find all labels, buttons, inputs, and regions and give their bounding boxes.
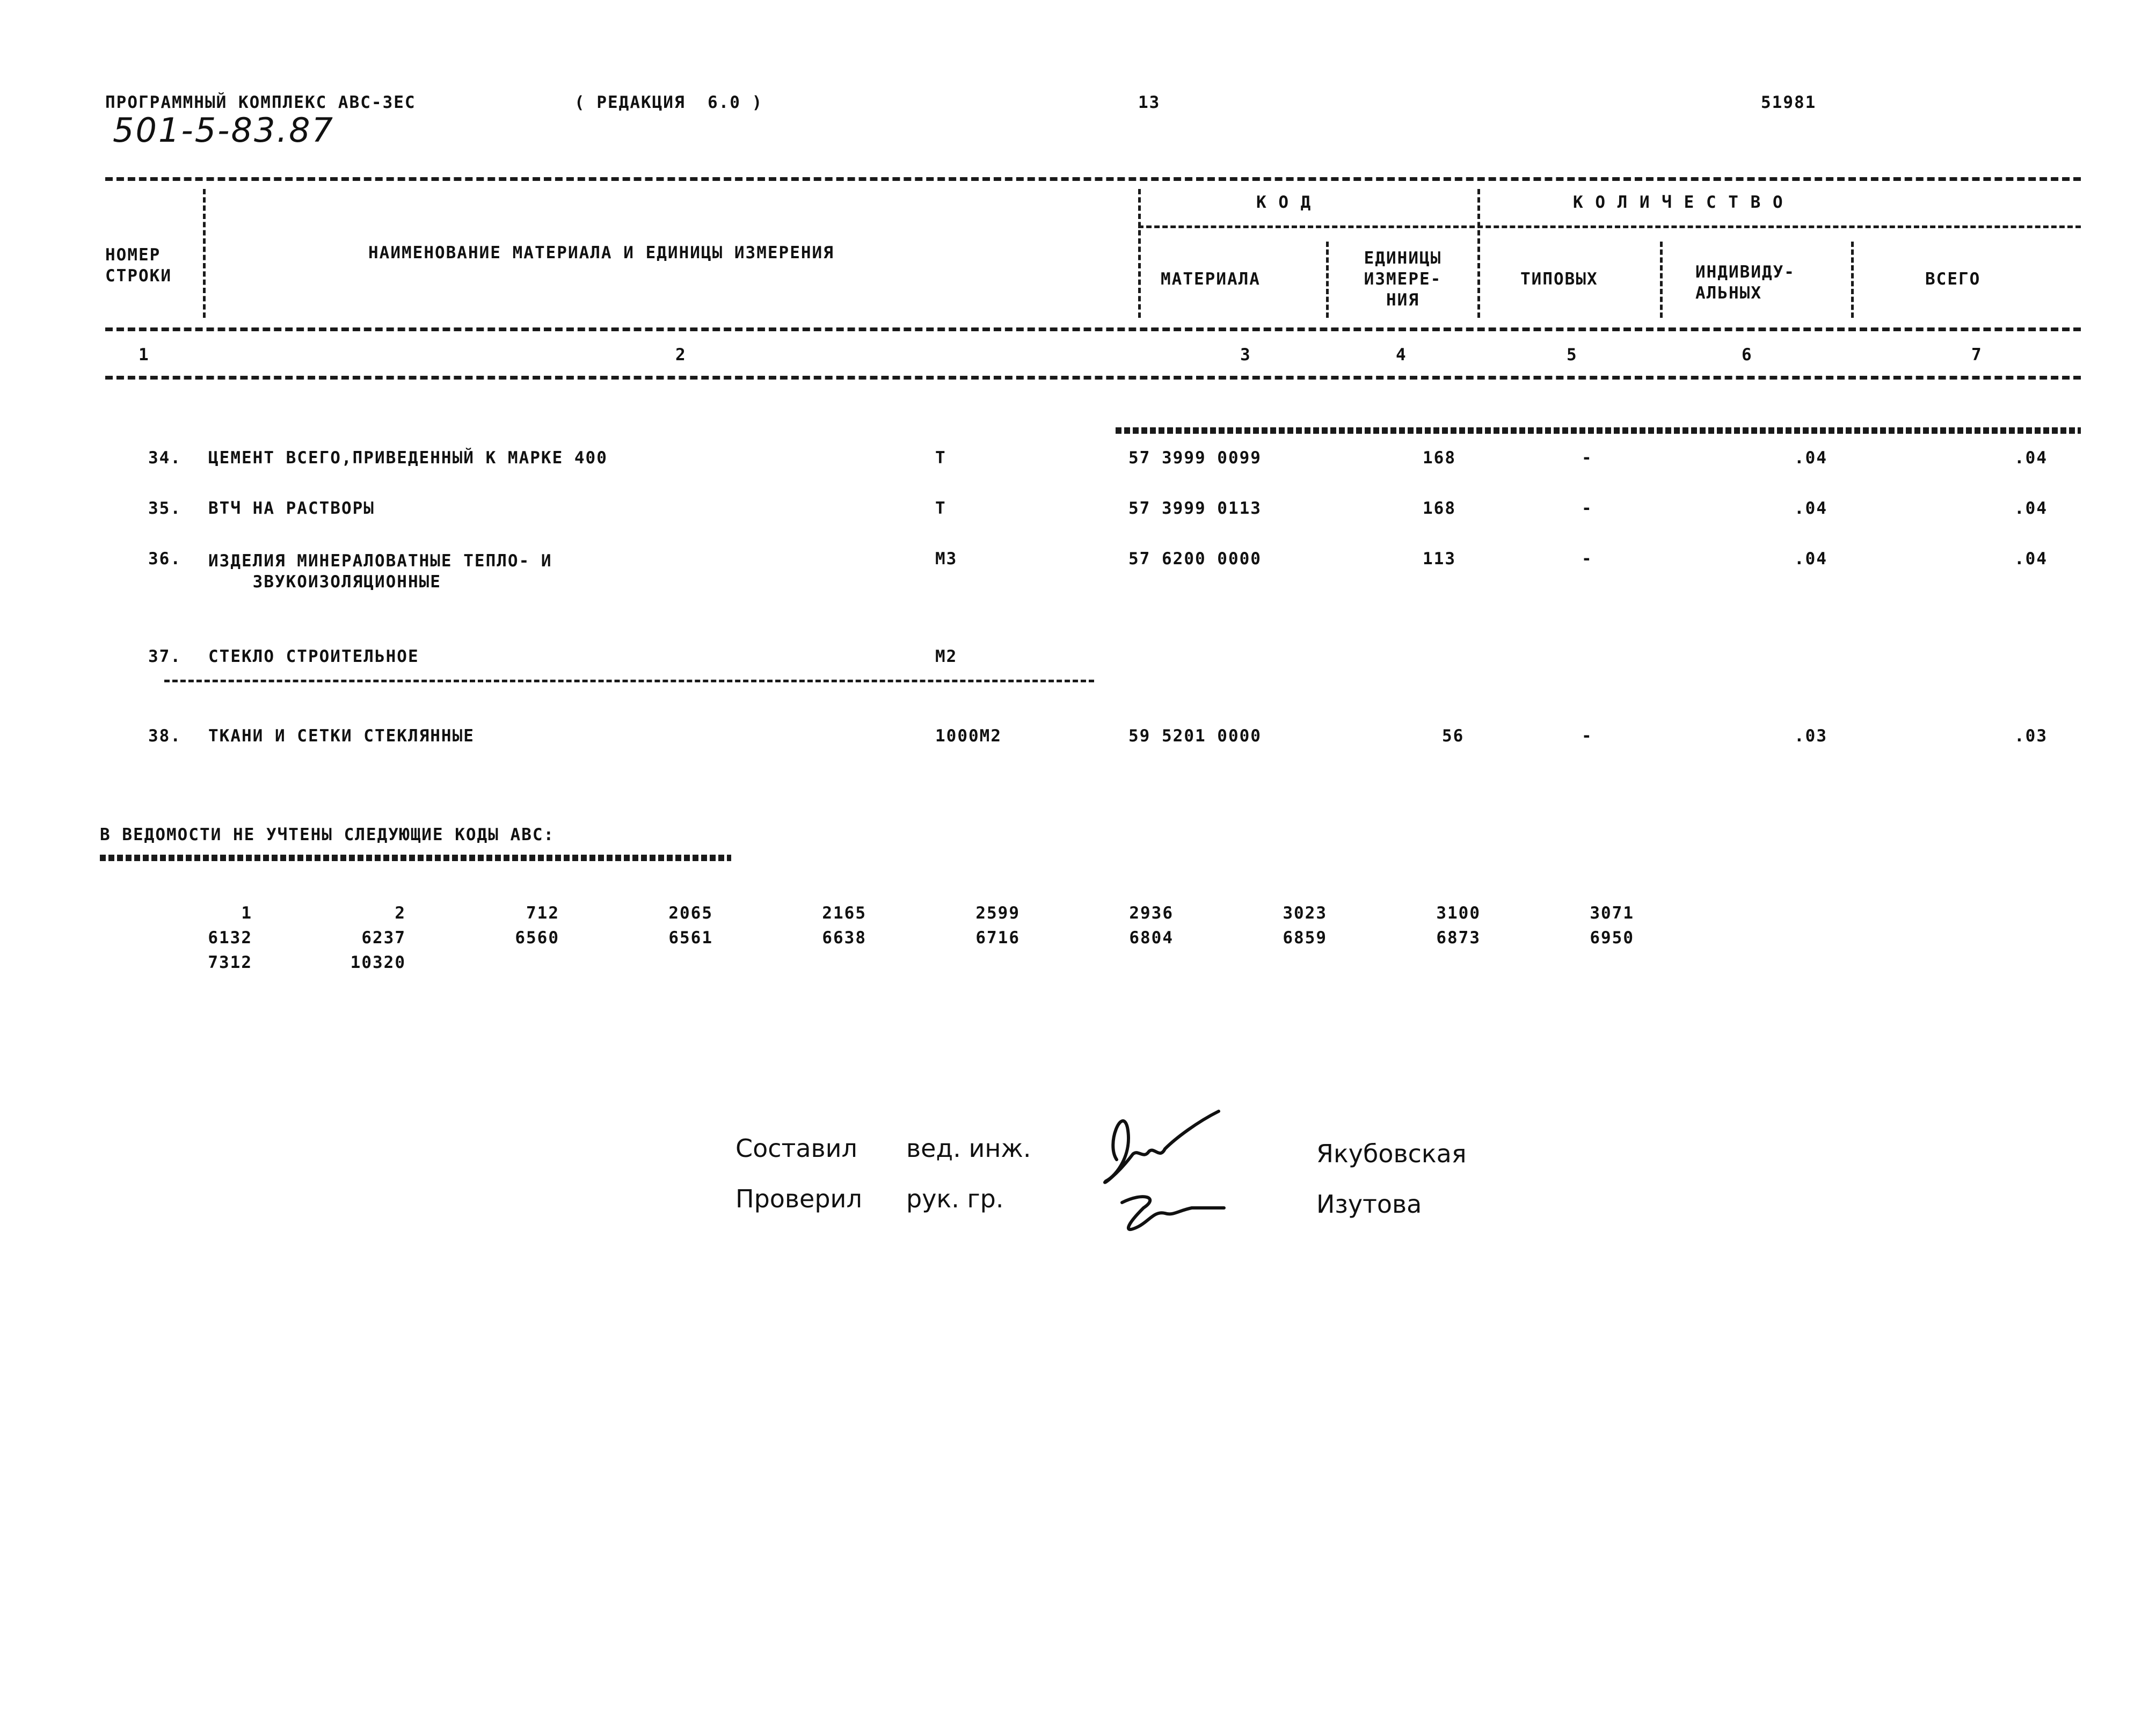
excluded-code: 1 (241, 904, 252, 923)
data-section-rule (1116, 427, 2081, 434)
total-quantity: .04 (2014, 499, 2048, 518)
excluded-code: 3100 (1436, 904, 1481, 923)
unit-code: 56 (1442, 726, 1465, 746)
excluded-codes-title: В ВЕДОМОСТИ НЕ УЧТЕНЫ СЛЕДУЮЩИЕ КОДЫ АВС: (100, 825, 555, 844)
column-typical: ТИПОВЫХ (1520, 269, 1598, 289)
excluded-code: 2 (395, 904, 406, 923)
column-name: НАИМЕНОВАНИЕ МАТЕРИАЛА И ЕДИНИЦЫ ИЗМЕРЕНИЯ (368, 243, 834, 263)
excluded-code: 712 (526, 904, 559, 923)
unit: Т (935, 448, 946, 468)
edition-label: ( РЕДАКЦИЯ 6.0 ) (574, 93, 763, 112)
individual-quantity: .03 (1794, 726, 1827, 746)
column-unit-code: ЕДИНИЦЫ ИЗМЕРЕ- НИЯ (1364, 249, 1442, 310)
strikeout-rule (164, 680, 1094, 682)
excluded-code: 2165 (822, 904, 866, 923)
column-number-7: 7 (1971, 345, 1983, 365)
material-name: ЦЕМЕНТ ВСЕГО,ПРИВЕДЕННЫЙ К МАРКЕ 400 (208, 448, 608, 468)
unit-code: 168 (1423, 448, 1456, 468)
excluded-code: 6132 (208, 928, 252, 948)
typical-quantity: - (1582, 726, 1593, 746)
column-number-1: 1 (139, 345, 150, 365)
column-row-number: НОМЕР СТРОКИ (105, 245, 172, 286)
column-individual: ИНДИВИДУ- АЛЬНЫХ (1695, 263, 1795, 303)
excluded-code: 3071 (1590, 904, 1634, 923)
material-code: 57 3999 0099 (1128, 448, 1262, 468)
excluded-code: 6873 (1436, 928, 1481, 948)
row-number: 37. (148, 647, 181, 666)
column-number-2: 2 (675, 345, 687, 365)
unit: М2 (935, 647, 958, 666)
unit: Т (935, 499, 946, 518)
typical-quantity: - (1582, 549, 1593, 569)
document-code: 51981 (1761, 93, 1817, 112)
material-code: 59 5201 0000 (1128, 726, 1262, 746)
individual-quantity: .04 (1794, 499, 1827, 518)
checked-by-role: рук. гр. (906, 1184, 1004, 1213)
compiled-by-label: Составил (735, 1134, 857, 1163)
excluded-code: 6561 (668, 928, 713, 948)
checked-by-label: Проверил (735, 1184, 862, 1213)
program-title: ПРОГРАММНЫЙ КОМПЛЕКС АВС-ЗЕС (105, 93, 416, 112)
excluded-code: 3023 (1283, 904, 1327, 923)
column-number-3: 3 (1240, 345, 1251, 365)
total-quantity: .04 (2014, 448, 2048, 468)
sheet-number: 13 (1138, 93, 1161, 112)
excluded-code: 6560 (515, 928, 559, 948)
excluded-code: 6859 (1283, 928, 1327, 948)
excluded-code: 6638 (822, 928, 866, 948)
material-name: ТКАНИ И СЕТКИ СТЕКЛЯННЫЕ (208, 726, 475, 746)
material-code: 57 3999 0113 (1128, 499, 1262, 518)
excluded-code: 2065 (668, 904, 713, 923)
column-material-code: МАТЕРИАЛА (1161, 269, 1261, 289)
unit-code: 168 (1423, 499, 1456, 518)
column-number-4: 4 (1396, 345, 1407, 365)
excluded-code: 2599 (975, 904, 1020, 923)
excluded-code: 6950 (1590, 928, 1634, 948)
unit: М3 (935, 549, 958, 569)
compiled-by-name: Якубовская (1316, 1139, 1467, 1168)
signature-mark (1084, 1095, 1245, 1245)
unit-code: 113 (1423, 549, 1456, 569)
excluded-codes-rule (100, 855, 731, 861)
compiled-by-role: вед. инж. (906, 1134, 1031, 1163)
header-rule (105, 327, 2081, 331)
excluded-code: 6237 (361, 928, 406, 948)
typical-quantity: - (1582, 499, 1593, 518)
total-quantity: .03 (2014, 726, 2048, 746)
column-total: ВСЕГО (1925, 269, 1981, 289)
column-number-6: 6 (1742, 345, 1753, 365)
individual-quantity: .04 (1794, 549, 1827, 569)
excluded-code: 7312 (208, 953, 252, 972)
numbers-rule (105, 376, 2081, 380)
column-quantity-group: К О Л И Ч Е С Т В О (1573, 193, 1784, 212)
individual-quantity: .04 (1794, 448, 1827, 468)
table-top-rule (105, 177, 2081, 181)
material-name: ИЗДЕЛИЯ МИНЕРАЛОВАТНЫЕ ТЕПЛО- И ЗВУКОИЗОЛЯЦИОННЫЕ (208, 551, 552, 592)
column-number-5: 5 (1567, 345, 1578, 365)
row-number: 35. (148, 499, 181, 518)
material-code: 57 6200 0000 (1128, 549, 1262, 569)
row-number: 36. (148, 549, 181, 569)
total-quantity: .04 (2014, 549, 2048, 569)
excluded-code: 2936 (1129, 904, 1174, 923)
material-name: ВТЧ НА РАСТВОРЫ (208, 499, 375, 518)
column-code-group: К О Д (1256, 193, 1312, 212)
excluded-code: 6716 (975, 928, 1020, 948)
unit: 1000М2 (935, 726, 1002, 746)
excluded-code: 6804 (1129, 928, 1174, 948)
material-name: СТЕКЛО СТРОИТЕЛЬНОЕ (208, 647, 419, 666)
checked-by-name: Изутова (1316, 1190, 1422, 1219)
typical-quantity: - (1582, 448, 1593, 468)
row-number: 34. (148, 448, 181, 468)
row-number: 38. (148, 726, 181, 746)
excluded-code: 10320 (350, 953, 406, 972)
handwritten-code: 501-5-83.87 (113, 111, 335, 150)
